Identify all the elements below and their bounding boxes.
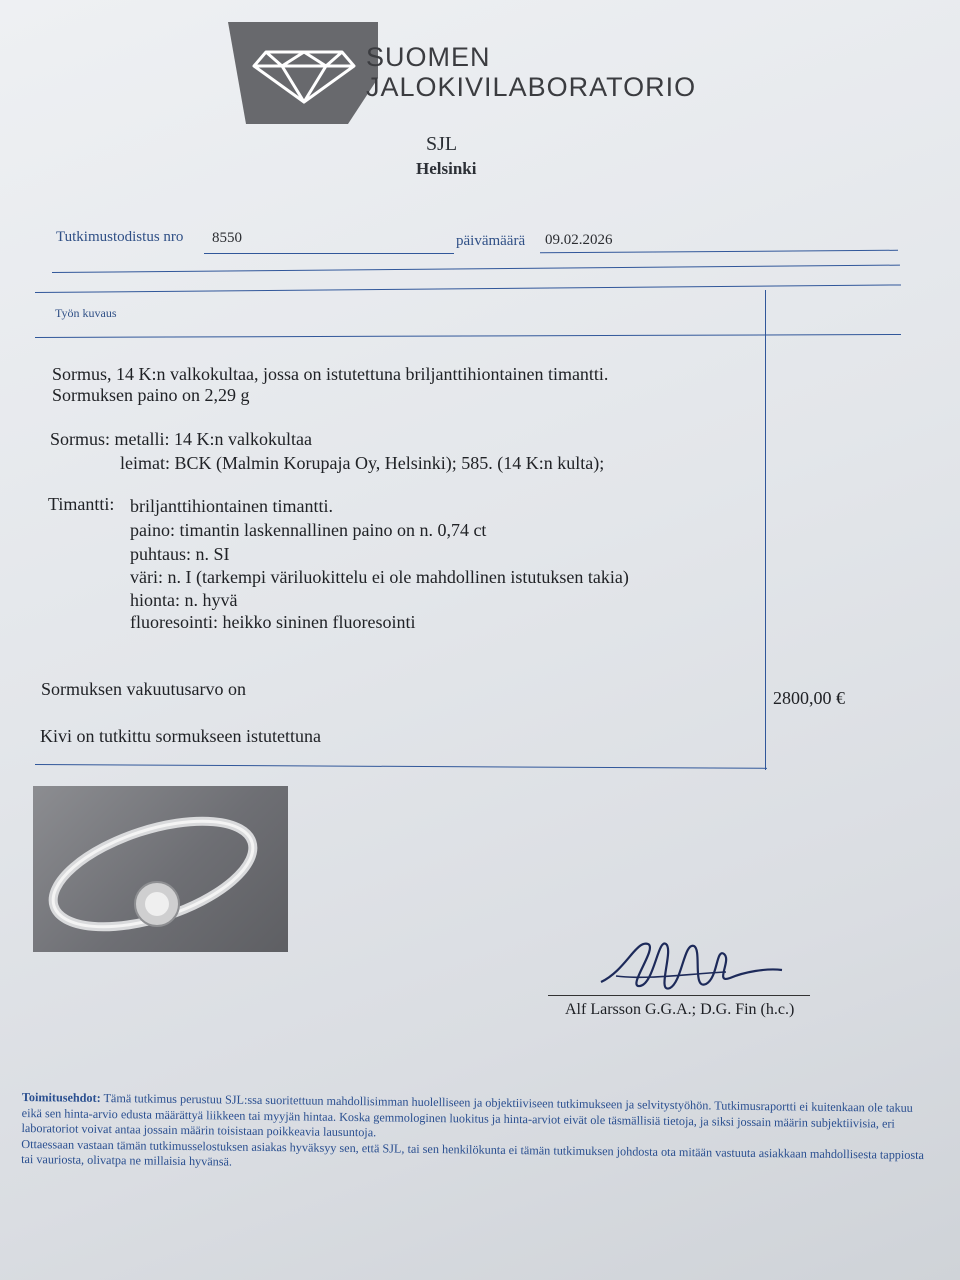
number-underline	[204, 253, 454, 254]
terms-block	[21, 1090, 932, 1179]
table-top-line	[52, 265, 900, 273]
table-bottom-line	[35, 764, 767, 769]
diamond-fluorescence: fluoresointi: heikko sininen fluoresointi	[130, 612, 416, 632]
diamond-cut-grade: hionta: n. hyvä	[130, 590, 238, 610]
lab-name-line2: JALOKIVILABORATORIO	[366, 72, 697, 102]
terms-text-1: Tämä tutkimus perustuu SJL:ssa suoritettuun mahdollisimman huolelliseen ja objektiiviseen tutkimukseen ja selvitystyöhön. Tutkimusraportti ei kuitenkaan ole takuu eikä sen hinta-arvio edusta määrättyä liikkeen tai myyjän hintaa. Koska gemmologinen luokitus ja hinta-arviot eivät ole täsmällisiä tietoja, ja siksi jossain määrin subjektiivisia, eri laboratoriot voivat antaa jossain määrin toisistaan poikkeavia lausuntoja.	[21, 1090, 913, 1140]
section-label: Työn kuvaus	[55, 306, 117, 320]
ring-illustration	[33, 786, 288, 952]
insurance-label: Sormuksen vakuutusarvo on	[41, 679, 246, 699]
lab-name	[366, 42, 696, 102]
diamond-weight: paino: timantin laskennallinen paino on n. 0,74 ct	[130, 520, 487, 540]
lab-name-line1: SUOMEN	[366, 42, 491, 72]
signer-name: Alf Larsson G.G.A.; D.G. Fin (h.c.)	[565, 1001, 795, 1018]
ring-metal: Sormus: metalli: 14 K:n valkokultaa	[50, 429, 312, 449]
certificate-number: 8550	[212, 230, 242, 246]
diamond-color: väri: n. I (tarkempi väriluokittelu ei ole mahdollinen istutuksen takia)	[130, 567, 629, 587]
description-line-1: Sormus, 14 K:n valkokultaa, jossa on istutettuna briljanttihiontainen timantti.	[52, 364, 609, 384]
table-divider-line	[35, 334, 901, 338]
ring-photo	[33, 786, 288, 952]
terms-heading: Toimitusehdot:	[21, 1090, 101, 1105]
insurance-value: 2800,00 €	[773, 688, 845, 708]
diamond-label: Timantti:	[48, 494, 115, 514]
certificate-date: 09.02.2026	[545, 232, 613, 248]
lab-city: Helsinki	[416, 159, 477, 178]
examination-note: Kivi on tutkittu sormukseen istutettuna	[40, 726, 321, 746]
diamond-cut: briljanttihiontainen timantti.	[130, 496, 333, 516]
terms-text-2: Ottaessaan vastaan tämän tutkimusselostuksen asiakas hyväksyy sen, että SJL, tai sen henkilökunta ei tämän tutkimuksen johdosta ota mitään vastuuta asiakkaan mahdollisesta tappiosta tai vauriosta, olivatpa ne millaisia hyvänsä.	[21, 1136, 925, 1169]
table-vertical-line	[765, 290, 766, 770]
certificate-number-label: Tutkimustodistus nro	[56, 229, 184, 245]
lab-abbr: SJL	[426, 133, 458, 155]
diamond-clarity: puhtaus: n. SI	[130, 544, 230, 564]
logo-band	[228, 22, 378, 124]
ring-marks: leimat: BCK (Malmin Korupaja Oy, Helsinki); 585. (14 K:n kulta);	[120, 453, 605, 473]
table-header-line	[35, 284, 901, 293]
diamond-icon	[248, 44, 360, 106]
signature-line	[548, 995, 810, 996]
description-line-2: Sormuksen paino on 2,29 g	[52, 385, 250, 405]
date-label: päivämäärä	[456, 233, 526, 249]
date-underline	[540, 250, 898, 253]
